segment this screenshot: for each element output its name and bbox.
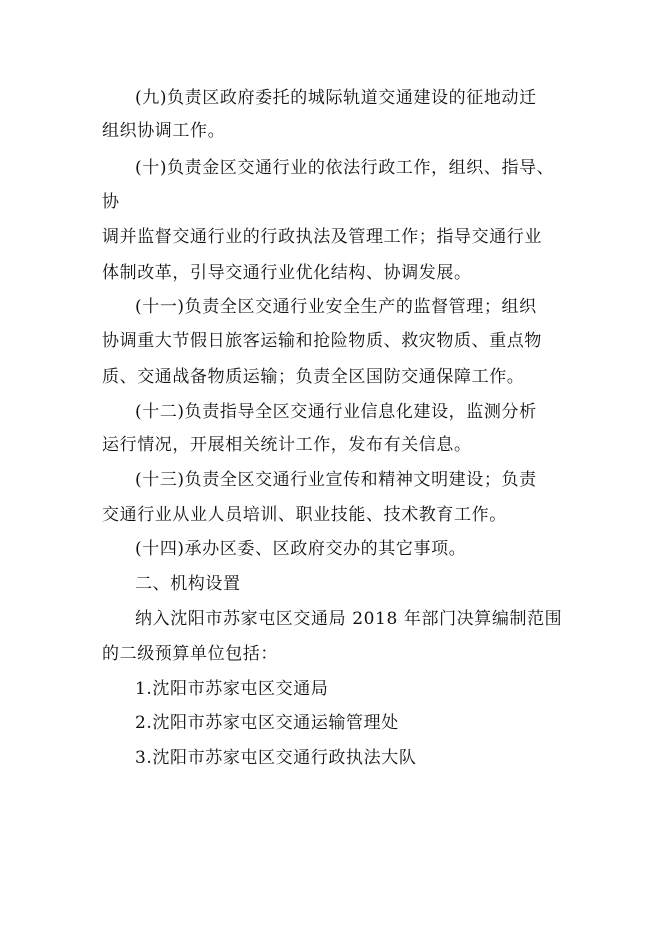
- paragraph-line: 的二级预算单位包括：: [102, 644, 278, 664]
- paragraph-line: (十二)负责指导全区交通行业信息化建设，监测分析: [135, 402, 537, 422]
- paragraph-line: (十三)负责全区交通行业宣传和精神文明建设；负责: [135, 470, 537, 490]
- paragraph-line: (十四)承办区委、区政府交办的其它事项。: [135, 539, 467, 559]
- paragraph-line: 组织协调工作。: [102, 121, 226, 141]
- paragraph-line: (十)负责金区交通行业的依法行政工作，组织、指导、: [135, 158, 555, 178]
- paragraph-line: 纳入沈阳市苏家屯区交通局 2018 年部门决算编制范围: [135, 609, 563, 629]
- paragraph-line: 协调重大节假日旅客运输和抢险物质、救灾物质、重点物: [102, 331, 542, 351]
- paragraph-line: 交通行业从业人员培训、职业技能、技术教育工作。: [102, 505, 507, 525]
- list-item: 1.沈阳市苏家屯区交通局: [135, 679, 329, 699]
- paragraph-line: 质、交通战备物质运输；负责全区国防交通保障工作。: [102, 367, 525, 387]
- paragraph-line: 体制改革，引导交通行业优化结构、协调发展。: [102, 263, 472, 283]
- paragraph-line: 调并监督交通行业的行政执法及管理工作；指导交通行业: [102, 227, 542, 247]
- paragraph-line: (十一)负责全区交通行业安全生产的监督管理；组织: [135, 297, 537, 317]
- list-item: 2.沈阳市苏家屯区交通运输管理处: [135, 713, 399, 733]
- paragraph-line: 协: [102, 192, 120, 212]
- paragraph-line: (九)负责区政府委托的城际轨道交通建设的征地动迁: [135, 88, 537, 108]
- list-item: 3.沈阳市苏家屯区交通行政执法大队: [135, 748, 417, 768]
- section-heading: 二、机构设置: [135, 574, 241, 594]
- paragraph-line: 运行情况，开展相关统计工作，发布有关信息。: [102, 435, 472, 455]
